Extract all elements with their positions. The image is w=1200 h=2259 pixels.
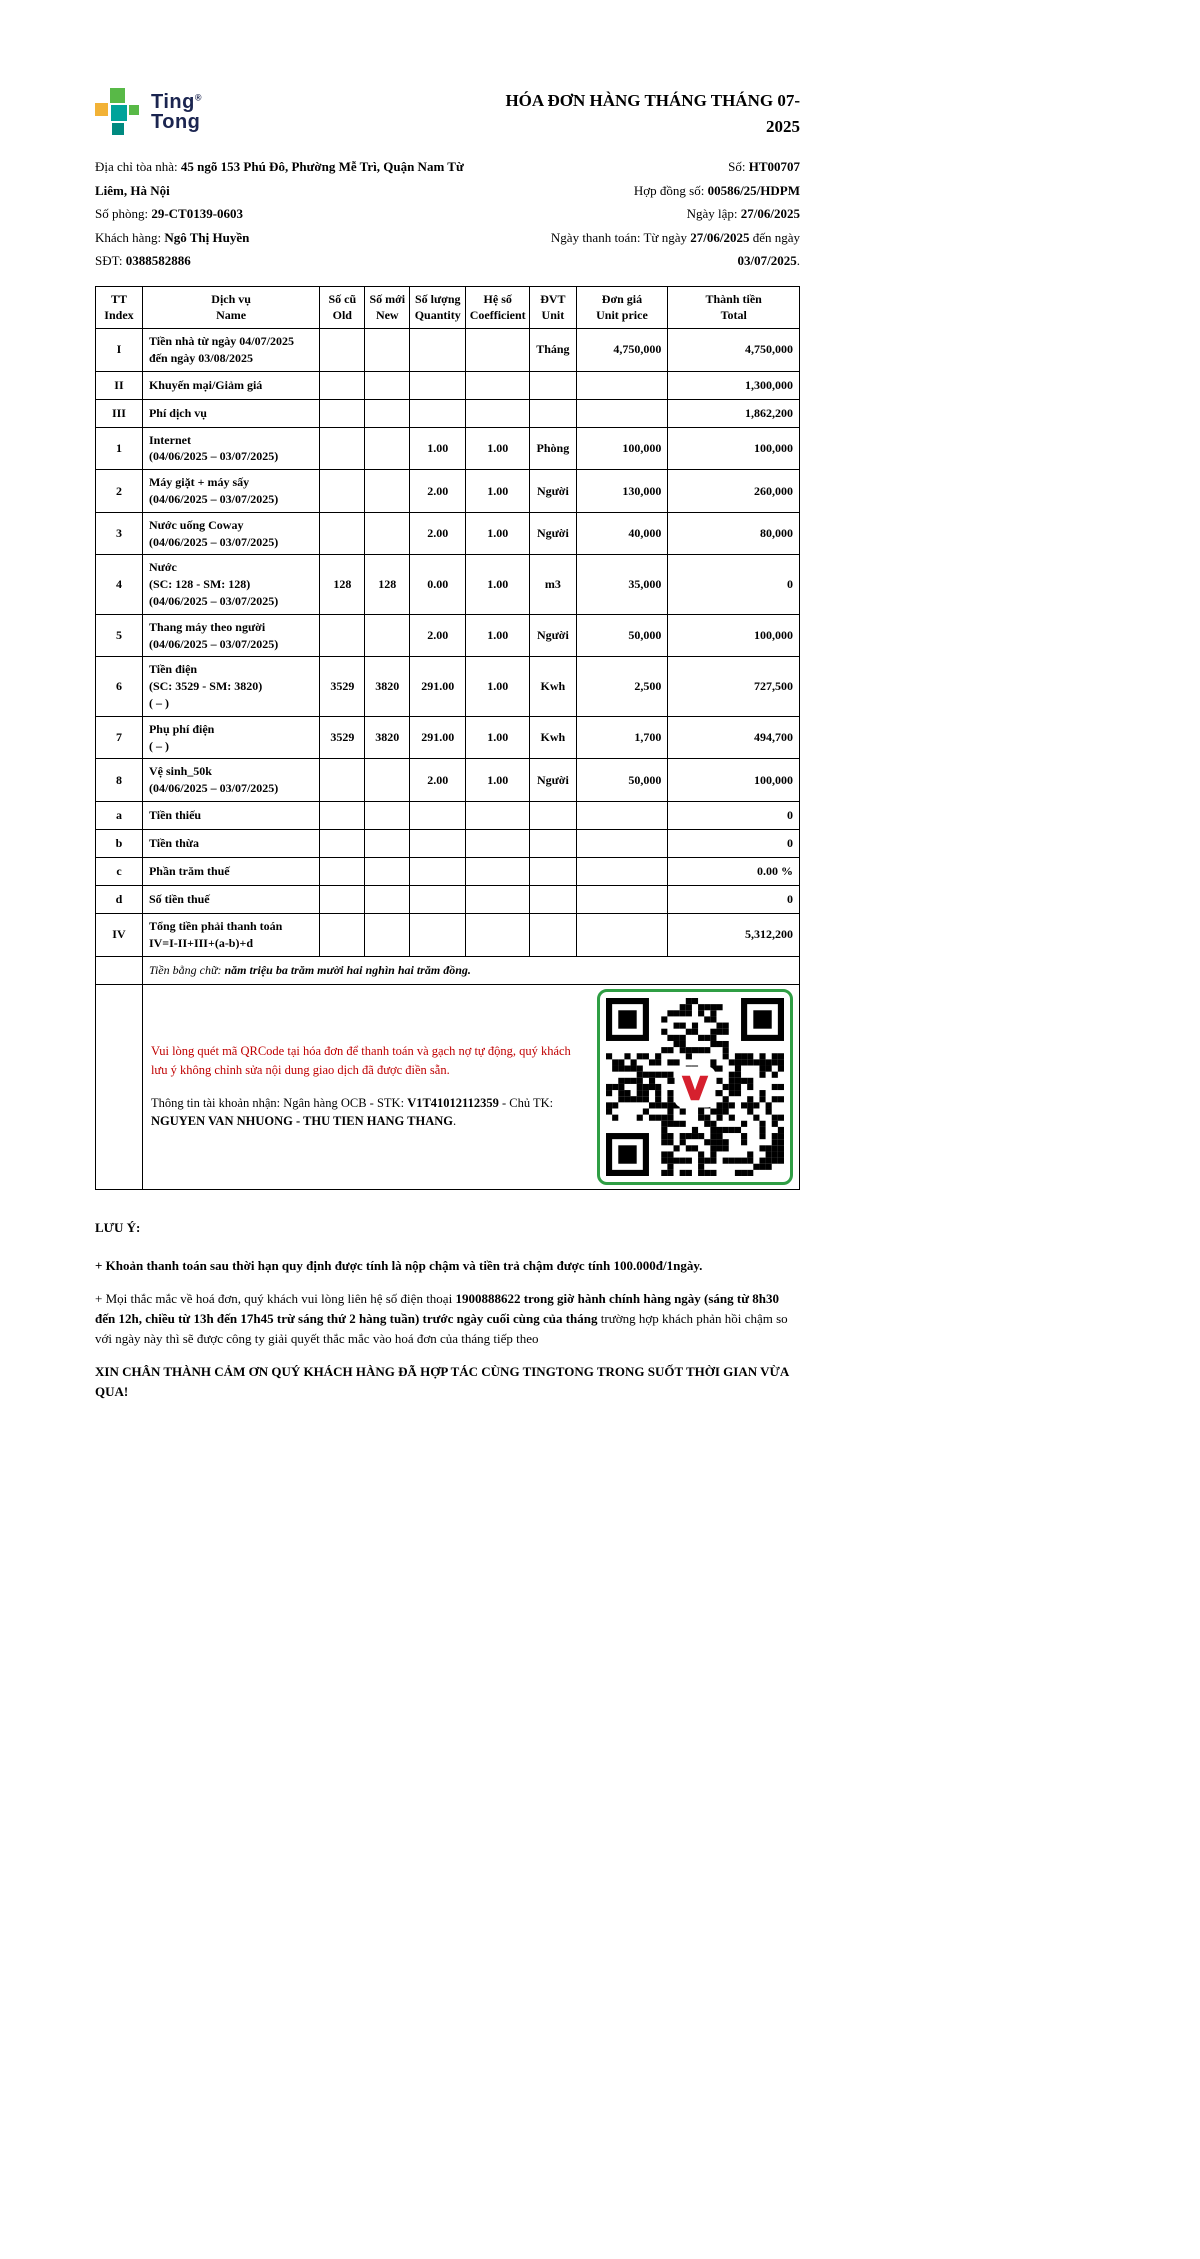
cell-name: Tiền thừa <box>142 830 319 858</box>
cell-unit: Phòng <box>530 427 576 470</box>
tingtong-logo <box>95 88 202 136</box>
tingtong-logo-icon <box>95 88 142 136</box>
text-part: HT00707 <box>748 159 800 174</box>
contract-number-line <box>495 179 800 203</box>
cell-name: Nước uống Coway (04/06/2025 – 03/07/2025) <box>142 512 319 555</box>
cell-qty <box>410 914 466 957</box>
logo-pixel-teal <box>111 105 127 121</box>
invoice-table-row <box>96 614 800 657</box>
cell-qty: 291.00 <box>410 716 466 759</box>
cell-unit: Tháng <box>530 329 576 372</box>
invoice-table-row <box>96 399 800 427</box>
cell-new <box>365 914 410 957</box>
cell-coef: 1.00 <box>466 657 530 716</box>
header-label: Dịch vụ <box>211 291 251 306</box>
header-label: TT <box>110 291 127 306</box>
cell-tt: d <box>96 886 143 914</box>
cell-old <box>320 512 365 555</box>
cell-total: 1,300,000 <box>668 371 800 399</box>
cell-name: Khuyến mại/Giảm giá <box>142 371 319 399</box>
invoice-header <box>95 88 800 139</box>
cell-name: Tiền nhà từ ngày 04/07/2025 đến ngày 03/08/2025 <box>142 329 319 372</box>
qr-section <box>142 984 799 1189</box>
notes-heading: LƯU Ý: <box>95 1219 141 1235</box>
cell-qty <box>410 802 466 830</box>
cell-old <box>320 802 365 830</box>
header-sublabel: Coefficient <box>469 308 526 323</box>
cell-old <box>320 830 365 858</box>
cell-new <box>365 802 410 830</box>
cell-tt: c <box>96 858 143 886</box>
cell-total: 100,000 <box>668 427 800 470</box>
text-part: 1900888622 trong giờ hành chính hàng ngày (sáng từ 8h30 đến 12h, chiều từ 13h đến 17h45 trừ sáng thứ 2 hàng tuần) <box>95 1290 780 1327</box>
cell-qty <box>410 858 466 886</box>
cell-total: 0 <box>668 555 800 614</box>
cell-tt: III <box>96 399 143 427</box>
cell-old <box>320 614 365 657</box>
cell-coef <box>466 886 530 914</box>
cell-new <box>365 759 410 802</box>
cell-new: 3820 <box>365 657 410 716</box>
text-part: NGUYEN VAN NHUONG - THU TIEN HANG THANG <box>150 1114 453 1129</box>
cell-qty: 1.00 <box>410 427 466 470</box>
header-sublabel: Index <box>104 308 134 323</box>
header-sublabel: Old <box>332 308 352 323</box>
cell-price <box>576 830 668 858</box>
cell-unit <box>530 399 576 427</box>
cell-old <box>320 886 365 914</box>
header-sublabel: Unit price <box>596 308 648 323</box>
cell-coef: 1.00 <box>466 555 530 614</box>
invoice-table-row <box>96 512 800 555</box>
cell-qty: 0.00 <box>410 555 466 614</box>
invoice-table-row <box>96 555 800 614</box>
header-old-reading <box>320 286 365 329</box>
cell-new <box>365 399 410 427</box>
header-unit <box>530 286 576 329</box>
cell-name: Internet (04/06/2025 – 03/07/2025) <box>142 427 319 470</box>
cell-total: 4,750,000 <box>668 329 800 372</box>
invoice-table-row <box>96 830 800 858</box>
cell-name: Tổng tiền phải thanh toán IV=I-II+III+(a-b)+d <box>142 914 319 957</box>
customer-name-line <box>95 226 483 250</box>
payment-period-line <box>495 226 800 273</box>
text-part: 29-CT0139-0603 <box>151 206 244 221</box>
cell-old: 128 <box>320 555 365 614</box>
cell-tt: 4 <box>96 555 143 614</box>
info-right-column <box>495 155 800 273</box>
header-quantity <box>410 286 466 329</box>
cell-old: 3529 <box>320 716 365 759</box>
cell-qty <box>410 329 466 372</box>
cell-price: 50,000 <box>576 614 668 657</box>
cell-name: Phần trăm thuế <box>142 858 319 886</box>
cell-unit <box>530 830 576 858</box>
header-row <box>96 286 800 329</box>
info-left-column <box>95 155 483 273</box>
cell-name: Máy giặt + máy sấy (04/06/2025 – 03/07/2025) <box>142 470 319 513</box>
cell-qty <box>410 371 466 399</box>
cell-tt: 2 <box>96 470 143 513</box>
logo-word-ting-text: Ting <box>151 90 195 113</box>
customer-phone-line <box>95 249 483 273</box>
text-part: 45 ngõ 153 Phú Đô, Phường Mễ Trì, Quận Nam Từ Liêm, Hà Nội <box>95 159 464 198</box>
text-part: 27/06/2025 <box>740 206 800 221</box>
cell-unit: Kwh <box>530 716 576 759</box>
cell-coef: 1.00 <box>466 512 530 555</box>
issue-date-line <box>495 202 800 226</box>
invoice-table-row <box>96 470 800 513</box>
bank-account-text <box>151 1094 581 1132</box>
cell-total: 0 <box>668 802 800 830</box>
cell-unit <box>530 858 576 886</box>
cell-coef: 1.00 <box>466 427 530 470</box>
cell-tt: 7 <box>96 716 143 759</box>
qr-row <box>96 984 800 1189</box>
cell-old <box>320 371 365 399</box>
cell-coef <box>466 329 530 372</box>
cell-new <box>365 512 410 555</box>
cell-qty: 2.00 <box>410 470 466 513</box>
header-label: Số lượng <box>414 291 461 306</box>
text-part: Ngày thanh toán: Từ ngày <box>550 229 691 245</box>
invoice-table-row <box>96 716 800 759</box>
amount-in-words-row <box>96 956 800 984</box>
cell-old <box>320 427 365 470</box>
cell-new <box>365 470 410 513</box>
cell-qty: 2.00 <box>410 512 466 555</box>
cell-new <box>365 886 410 914</box>
invoice-title: HÓA ĐƠN HÀNG THÁNG THÁNG 07-2025 <box>505 91 800 136</box>
invoice-table-row <box>96 914 800 957</box>
invoice-table-row <box>96 371 800 399</box>
cell-unit <box>530 371 576 399</box>
cell-old <box>320 759 365 802</box>
cell-unit: Người <box>530 512 576 555</box>
cell-total: 1,862,200 <box>668 399 800 427</box>
cell-total: 0.00 % <box>668 858 800 886</box>
cell-unit: Người <box>530 614 576 657</box>
cell-total: 100,000 <box>668 614 800 657</box>
text-part: Tiền bằng chữ: <box>148 962 225 977</box>
cell-coef <box>466 830 530 858</box>
logo-word-tong: Tong <box>151 111 201 133</box>
cell-unit <box>530 886 576 914</box>
text-part: đến ngày <box>749 229 800 245</box>
cell-unit: m3 <box>530 555 576 614</box>
header-tt <box>96 286 143 329</box>
empty-cell <box>96 984 143 1189</box>
notes-section <box>95 1218 797 1403</box>
header-service <box>142 286 319 329</box>
logo-word-ting <box>151 92 202 112</box>
invoice-document <box>95 0 800 1403</box>
cell-price <box>576 371 668 399</box>
cell-unit <box>530 914 576 957</box>
header-label: ĐVT <box>540 291 566 306</box>
text-part: 03/07/2025 <box>737 253 797 268</box>
text-part: + Mọi thắc mắc về hoá đơn, quý khách vui lòng liên hệ số điện thoại <box>95 1290 456 1306</box>
cell-unit: Người <box>530 759 576 802</box>
cell-total: 727,500 <box>668 657 800 716</box>
cell-tt: b <box>96 830 143 858</box>
cell-unit <box>530 802 576 830</box>
cell-price: 2,500 <box>576 657 668 716</box>
text-part: Ngày lập: <box>686 206 741 221</box>
header-label: Thành tiền <box>705 291 762 306</box>
invoice-table-row <box>96 759 800 802</box>
cell-tt: 1 <box>96 427 143 470</box>
cell-coef <box>466 914 530 957</box>
header-label: Số mới <box>369 291 406 306</box>
logo-pixel-yellow <box>95 103 108 116</box>
cell-price: 40,000 <box>576 512 668 555</box>
qr-section-layout <box>149 989 793 1185</box>
cell-tt: 6 <box>96 657 143 716</box>
late-payment-note <box>95 1256 797 1276</box>
thank-you-note: XIN CHÂN THÀNH CẢM ƠN QUÝ KHÁCH HÀNG ĐÃ HỢP TÁC CÙNG TINGTONG TRONG SUỐT THỜI GIAN VỪA QUA! <box>95 1364 789 1400</box>
cell-tt: II <box>96 371 143 399</box>
logo-wordmark <box>151 92 202 133</box>
cell-price <box>576 886 668 914</box>
header-sublabel: Unit <box>541 308 565 323</box>
cell-price: 100,000 <box>576 427 668 470</box>
qr-code <box>597 989 793 1185</box>
invoice-info <box>95 155 800 273</box>
cell-coef: 1.00 <box>466 716 530 759</box>
cell-coef: 1.00 <box>466 470 530 513</box>
text-part: 00586/25/HDPM <box>707 182 800 198</box>
cell-new <box>365 858 410 886</box>
cell-name: Tiền điện (SC: 3529 - SM: 3820) ( – ) <box>142 657 319 716</box>
cell-new: 3820 <box>365 716 410 759</box>
cell-coef <box>466 371 530 399</box>
cell-coef <box>466 858 530 886</box>
text-part: SĐT: <box>95 253 126 268</box>
text-part: Khách hàng: <box>95 229 165 245</box>
registered-trademark: ® <box>194 91 202 102</box>
cell-tt: 8 <box>96 759 143 802</box>
cell-coef: 1.00 <box>466 759 530 802</box>
cell-tt: I <box>96 329 143 372</box>
cell-tt: 5 <box>96 614 143 657</box>
logo-pixel-green <box>110 88 125 103</box>
text-part: V1T41012112359 <box>407 1095 499 1110</box>
cell-price <box>576 914 668 957</box>
invoice-table-row <box>96 657 800 716</box>
cell-price: 35,000 <box>576 555 668 614</box>
invoice-table-body <box>96 329 800 957</box>
invoice-table-row <box>96 802 800 830</box>
text-part: trường hợp khách phản hồi chậm so với ngày này thì sẽ được công ty giải quyết thắc mắc vào hoá đơn của tháng tiếp theo <box>95 1311 788 1347</box>
cell-total: 100,000 <box>668 759 800 802</box>
header-total <box>668 286 800 329</box>
text-part: Hợp đồng số: <box>633 182 708 198</box>
cell-old <box>320 470 365 513</box>
text-part: Vui lòng quét mã QRCode tại hóa đơn để thanh toán và gạch nợ tự động, quý khách lưu ý không chỉnh sửa nội dung giao dịch đã được điền sẵn. <box>150 1044 571 1077</box>
invoice-table-head <box>96 286 800 329</box>
cell-old <box>320 399 365 427</box>
header-unit-price <box>576 286 668 329</box>
cell-new <box>365 830 410 858</box>
header-sublabel: Quantity <box>414 308 461 323</box>
cell-coef <box>466 802 530 830</box>
cell-name: Số tiền thuế <box>142 886 319 914</box>
room-number-line <box>95 202 483 226</box>
invoice-table-row <box>96 886 800 914</box>
cell-new <box>365 427 410 470</box>
text-part: Thông tin tài khoản nhận: Ngân hàng OCB - STK: <box>150 1095 408 1110</box>
cell-qty <box>410 399 466 427</box>
cell-name: Vệ sinh_50k (04/06/2025 – 03/07/2025) <box>142 759 319 802</box>
cell-total: 0 <box>668 830 800 858</box>
logo-pixel-green-small <box>129 105 139 115</box>
cell-qty: 2.00 <box>410 614 466 657</box>
invoice-table-row <box>96 427 800 470</box>
cell-name: Phụ phí điện ( – ) <box>142 716 319 759</box>
header-label: Hệ số <box>483 291 512 306</box>
text-part: + Khoản thanh toán sau thời hạn quy định được tính là nộp chậm và tiền trả chậm được tính 100.000đ/1ngày. <box>95 1257 703 1273</box>
text-part: . <box>796 253 800 268</box>
cell-name: Nước (SC: 128 - SM: 128) (04/06/2025 – 03/07/2025) <box>142 555 319 614</box>
cell-name: Thang máy theo người (04/06/2025 – 03/07/2025) <box>142 614 319 657</box>
cell-new: 128 <box>365 555 410 614</box>
header-label: Đơn giá <box>601 291 643 306</box>
qr-warning-text <box>151 1042 581 1080</box>
invoice-table-footer <box>96 956 800 1189</box>
header-sublabel: Total <box>720 308 747 323</box>
cell-qty <box>410 830 466 858</box>
hotline-note <box>95 1289 797 1349</box>
cell-name: Phí dịch vụ <box>142 399 319 427</box>
header-sublabel: Name <box>216 308 247 323</box>
text-part: trước ngày cuối cùng của tháng <box>419 1311 598 1327</box>
cell-total: 0 <box>668 886 800 914</box>
text-part: Địa chỉ tòa nhà: <box>95 159 181 174</box>
cell-total: 494,700 <box>668 716 800 759</box>
cell-name: Tiền thiếu <box>142 802 319 830</box>
cell-total: 5,312,200 <box>668 914 800 957</box>
text-part: năm triệu ba trăm mười hai nghìn hai trăm đồng. <box>224 962 471 977</box>
cell-old <box>320 329 365 372</box>
header-new-reading <box>365 286 410 329</box>
cell-new <box>365 614 410 657</box>
header-sublabel: New <box>375 308 399 323</box>
cell-price: 4,750,000 <box>576 329 668 372</box>
cell-price <box>576 858 668 886</box>
cell-unit: Kwh <box>530 657 576 716</box>
header-label: Số cũ <box>328 291 357 306</box>
cell-price <box>576 802 668 830</box>
invoice-number-line <box>495 155 800 179</box>
cell-price: 130,000 <box>576 470 668 513</box>
cell-coef: 1.00 <box>466 614 530 657</box>
text-part: 0388582886 <box>125 253 191 268</box>
cell-qty: 2.00 <box>410 759 466 802</box>
invoice-table <box>95 286 800 1190</box>
text-part: - Chủ TK: <box>498 1095 554 1110</box>
empty-cell <box>96 956 143 984</box>
qr-code-pattern <box>606 998 784 1176</box>
cell-qty: 291.00 <box>410 657 466 716</box>
cell-total: 260,000 <box>668 470 800 513</box>
building-address-line <box>95 155 483 202</box>
cell-tt: a <box>96 802 143 830</box>
cell-old <box>320 858 365 886</box>
cell-old <box>320 914 365 957</box>
invoice-table-row <box>96 858 800 886</box>
cell-qty <box>410 886 466 914</box>
cell-unit: Người <box>530 470 576 513</box>
cell-tt: 3 <box>96 512 143 555</box>
qr-instructions <box>149 1042 581 1131</box>
cell-new <box>365 371 410 399</box>
logo-pixel-teal-dark <box>112 123 124 135</box>
text-part: Ngô Thị Huyền <box>164 229 250 245</box>
text-part: 27/06/2025 <box>690 229 750 245</box>
text-part: Số phòng: <box>95 206 152 221</box>
cell-price: 1,700 <box>576 716 668 759</box>
cell-price <box>576 399 668 427</box>
header-coefficient <box>466 286 530 329</box>
cell-new <box>365 329 410 372</box>
text-part: Số: <box>728 159 749 174</box>
cell-coef <box>466 399 530 427</box>
cell-tt: IV <box>96 914 143 957</box>
cell-price: 50,000 <box>576 759 668 802</box>
cell-total: 80,000 <box>668 512 800 555</box>
amount-in-words <box>142 956 799 984</box>
text-part: . <box>452 1114 457 1129</box>
cell-old: 3529 <box>320 657 365 716</box>
invoice-table-row <box>96 329 800 372</box>
